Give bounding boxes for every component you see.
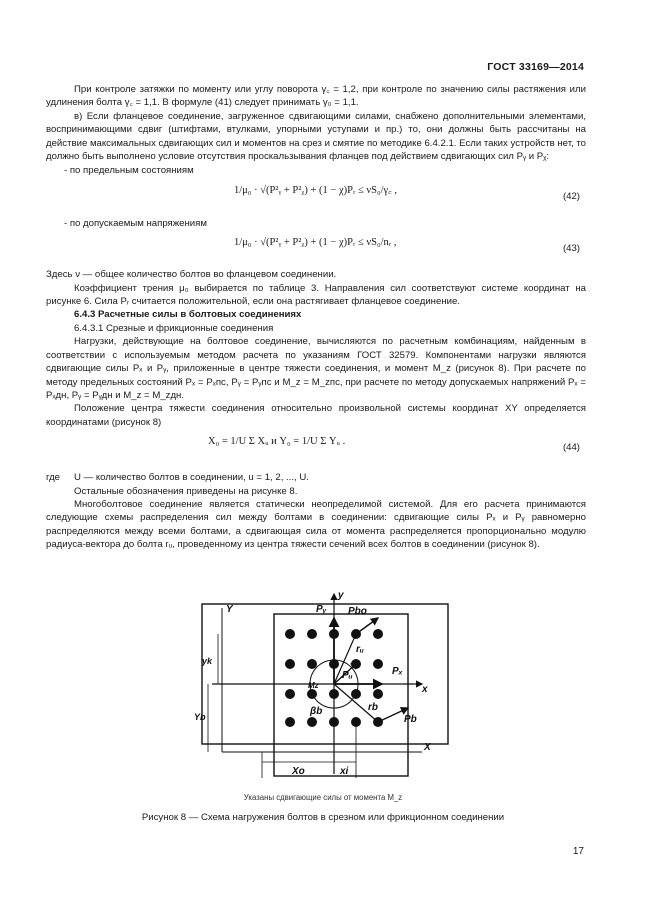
paragraph-tightening: При контроле затяжки по моменту или углу поворота γ꜀ = 1,2, при контроле по значению силы растяжения или удлинения болта γ꜀ = 1,1. В формуле (41) следует принимать γ₀ = 1,1. [46, 84, 586, 109]
label-Py: Pᵧ [316, 604, 327, 615]
label-Pu: Pᵤ [342, 670, 353, 681]
paragraph-multibolt: Многоболтовое соединение является статически неопределимой системой. Для его расчета принимаются следующие схемы распределения сил между болтами в соединении: сдвигающие силы Pₓ и Pᵧ равномерно распределяются между всеми болтами, а сдвигающая сила от момента распределяется пропорционально модулю радиуса-вектора до болта rᵤ, проведенному из центра тяжести сечений всех болтов в соединении (рисунок 8). [46, 498, 586, 551]
paragraph-loads: Нагрузки, действующие на болтовое соединение, вычисляются по расчетным комбинациям, найденным в соответствии с используемым методом расчета по указаниям ГОСТ 32579. Компонентами нагрузки являются сдвигающие силы Pₓ и Pᵧ, приложенные в центре тяжести соединения, и момент M_z (рисунок 8). При расчете по методу предельных состояний Pₓ = Pₓпс, Pᵧ = Pᵧпс и M_z = M_zпс, при расчете по методу допускаемых напряжений Pₓ = Pₓдн, Pᵧ = Pᵧдн и M_z = M_zдн. [46, 336, 586, 401]
paragraph-friction: Коэффициент трения μ₀ выбирается по таблице 3. Направления сил соответствуют системе координат на рисунке 6. Сила Pᵣ считается положительной, если она растягивает фланцевое соединение. [46, 282, 586, 308]
label-Y: Y [226, 604, 233, 615]
equation-43-number: (43) [562, 243, 580, 255]
label-Xo: Xo [292, 766, 305, 777]
where-clause [46, 471, 586, 484]
label-yk: yk [202, 656, 213, 666]
label-Yb: Yb [194, 712, 206, 722]
equation-44 [46, 429, 586, 467]
bolt-diagram [182, 588, 462, 788]
bullet-allowable-stress: - по допускаемым напряжениям [64, 217, 207, 229]
equation-44-number: (44) [562, 442, 580, 454]
subsection-title: 6.4.3.1 Срезные и фрикционные соединения [74, 322, 274, 334]
figure-8 [182, 588, 462, 788]
label-Pb: Pb [404, 714, 417, 725]
equation-43 [46, 230, 586, 268]
document-header: ГОСТ 33169—2014 [487, 61, 584, 73]
equation-42-number: (42) [562, 190, 580, 202]
where-label: где [46, 472, 61, 484]
where-text: U — количество болтов в соединении, u = 1, 2, ..., U. [74, 472, 309, 484]
page-number: 17 [572, 846, 584, 857]
page-body [46, 83, 586, 552]
paragraph-centroid: Положение центра тяжести соединения относительно произвольной системы координат XY определяется координатами (рисунок 8) [46, 403, 586, 428]
label-y: y [338, 590, 344, 601]
section-title: 6.4.3 Расчетные силы в болтовых соединениях [74, 309, 302, 321]
equation-42 [46, 178, 586, 216]
label-xi: xi [340, 766, 349, 777]
bullet-limit-states: - по предельным состояниям [64, 165, 194, 177]
label-x: x [422, 684, 428, 695]
paragraph-flange-shear: в) Если фланцевое соединение, загруженное сдвигающими силами, снабжено дополнительными элементами, воспринимающими сдвиг (штифтами, втулками, упорными уступами и пр.) то, они должны быть рассчитаны на действие максимальных сдвигающих сил и моментов на срез и смятие по методике 6.4.2.1. Если таких устройств нет, то должно быть выполнено условие отсутствия проскальзывания фланцев под действием сдвигающих сил Pᵧ и Pᵪ: [46, 110, 586, 163]
equation-44-body: X₀ = 1/U Σ Xᵤ и Y₀ = 1/U Σ Yᵤ . [208, 436, 346, 448]
equation-43-body: 1/μ₀ · √(P²ᵧ + P²ᵪ) + (1 − χ)Pᵣ ≤ νS₀/nᵣ , [234, 237, 397, 249]
label-Mz: Mz [308, 681, 319, 690]
equation-42-body: 1/μ₀ · √(P²ᵧ + P²ᵪ) + (1 − χ)Pᵣ ≤ νS₀/γ꜀ , [234, 184, 398, 196]
label-Pbo: Pbo [348, 606, 367, 617]
label-X: X [424, 742, 431, 753]
label-beta: βb [310, 706, 323, 717]
label-rb: rb [368, 702, 378, 713]
paragraph-other-notation: Остальные обозначения приведены на рисунке 8. [74, 485, 298, 497]
label-Px: Pₓ [392, 666, 403, 677]
figure-note: Указаны сдвигающие силы от момента M_z [243, 793, 403, 802]
label-ru: rᵤ [356, 644, 364, 655]
paragraph-bolt-count: Здесь ν — общее количество болтов во фланцевом соединении. [46, 269, 337, 281]
figure-caption: Рисунок 8 — Схема нагружения болтов в срезном или фрикционном соединении [141, 812, 505, 823]
